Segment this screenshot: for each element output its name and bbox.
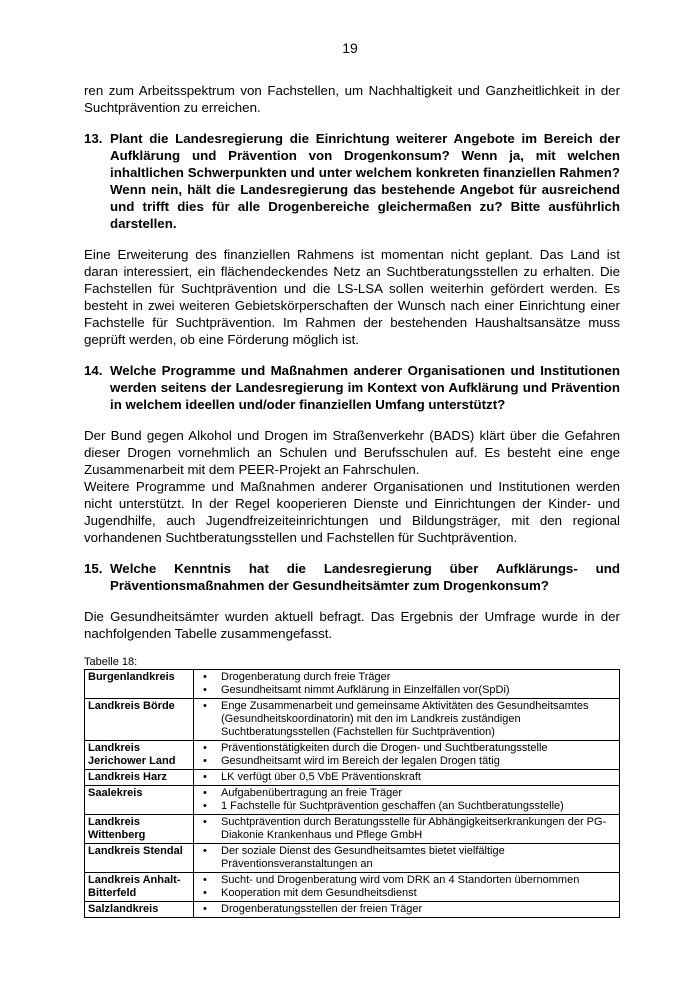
- table-row: [85, 902, 620, 918]
- measure-item: • Der soziale Dienst des Gesundheitsamtes bietet vielfältige Präventionsveranstaltungen an: [197, 845, 616, 871]
- question-15-text: Welche Kenntnis hat die Landesregierung über Aufklärungs- und Präventionsmaßnahmen der Gesundheitsämter zum Drogenkonsum?: [110, 561, 620, 593]
- table-caption: Tabelle 18:: [84, 656, 138, 668]
- district-name: Salzlandkreis: [85, 902, 194, 918]
- district-name: Burgenlandkreis: [85, 670, 194, 699]
- measures-cell: [194, 786, 620, 815]
- measures-list: [197, 787, 616, 813]
- measures-cell: [194, 902, 620, 918]
- table-row: [85, 815, 620, 844]
- district-name: Landkreis Jerichower Land: [85, 741, 194, 770]
- measure-item: • Suchtprävention durch Beratungsstelle für Abhängigkeitserkrankungen der PG-Diakonie Krankenhaus und Pflege GmbH: [197, 816, 616, 842]
- measures-cell: [194, 815, 620, 844]
- table-row: [85, 770, 620, 786]
- answer-14-part-1: Der Bund gegen Alkohol und Drogen im Straßenverkehr (BADS) klärt über die Gefahren dieser Drogen vornehmlich an Schulen und Berufsschulen auf. Es besteht eine enge Zusammenarbeit mit dem PEER-Projekt an Fahrschulen.: [84, 428, 620, 477]
- measure-item: • LK verfügt über 0,5 VbE Präventionskraft: [197, 771, 616, 784]
- measure-item: • Präventionstätigkeiten durch die Drogen- und Suchtberatungsstelle: [197, 742, 616, 755]
- measures-list: [197, 742, 616, 768]
- measure-item: • Enge Zusammenarbeit und gemeinsame Aktivitäten des Gesundheitsamtes (Gesundheitskoordinatorin) mit den im Landkreis zuständigen Suchtberatungsstellen (Fachstellen für Suchtprävention): [197, 700, 616, 739]
- question-14-text: Welche Programme und Maßnahmen anderer Organisationen und Institutionen werden seitens der Landesregierung im Kontext von Aufklärung und Prävention in welchem ideellen und/oder finanziellen Umfang unterstützt?: [110, 363, 620, 412]
- question-13: [84, 130, 620, 232]
- table-row: [85, 741, 620, 770]
- answer-15: Die Gesundheitsämter wurden aktuell befragt. Das Ergebnis der Umfrage wurde in der nachfolgenden Tabelle zusammengefasst.: [84, 609, 620, 641]
- page-number: 19: [342, 40, 358, 56]
- measure-item: • 1 Fachstelle für Suchtprävention geschaffen (an Suchtberatungsstelle): [197, 800, 616, 813]
- measure-item: • Gesundheitsamt nimmt Aufklärung in Einzelfällen vor(SpDi): [197, 684, 616, 697]
- measures-cell: [194, 770, 620, 786]
- table-row: [85, 844, 620, 873]
- district-name: Landkreis Anhalt-Bitterfeld: [85, 873, 194, 902]
- table-row: [85, 670, 620, 699]
- question-13-text: Plant die Landesregierung die Einrichtung weiterer Angebote im Bereich der Aufklärung und Prävention von Drogenkonsum? Wenn ja, mit welchen inhaltlichen Schwerpunkten und unter welchem konkreten finanziellen Rahmen? Wenn nein, hält die Landesregierung das bestehende Angebot für ausreichend und trifft dies für alle Drogenbereiche gleichermaßen zu? Bitte ausführlich darstellen.: [110, 131, 620, 231]
- district-name: Landkreis Börde: [85, 699, 194, 741]
- measure-item: • Gesundheitsamt wird im Bereich der legalen Drogen tätig: [197, 755, 616, 768]
- district-name: Landkreis Stendal: [85, 844, 194, 873]
- health-office-table: [84, 669, 620, 918]
- district-name: Landkreis Wittenberg: [85, 815, 194, 844]
- table-row: [85, 873, 620, 902]
- page-content: [84, 82, 620, 918]
- measures-list: [197, 816, 616, 842]
- measures-list: [197, 903, 616, 916]
- question-15-number: 15.: [84, 561, 103, 576]
- measures-list: [197, 700, 616, 739]
- measures-list: [197, 671, 616, 697]
- measures-list: [197, 771, 616, 784]
- district-name: Saalekreis: [85, 786, 194, 815]
- district-name: Landkreis Harz: [85, 770, 194, 786]
- measure-item: • Drogenberatung durch freie Träger: [197, 671, 616, 684]
- measures-cell: [194, 873, 620, 902]
- measures-list: [197, 874, 616, 900]
- answer-14-part-2: Weitere Programme und Maßnahmen anderer Organisationen und Institutionen werden nicht unterstützt. In der Regel kooperieren Dienste und Einrichtungen der Kinder- und Jugendhilfe, auch Jugendfreizeiteinrichtungen und Bildungsträger, mit den regional vorhandenen Suchtberatungsstellen und Fachstellen für Suchtprävention.: [84, 479, 620, 545]
- measures-cell: [194, 699, 620, 741]
- measures-cell: [194, 670, 620, 699]
- table-row: [85, 786, 620, 815]
- table-row: [85, 699, 620, 741]
- measure-item: • Drogenberatungsstellen der freien Träger: [197, 903, 616, 916]
- question-13-number: 13.: [84, 131, 103, 146]
- measure-item: • Sucht- und Drogenberatung wird vom DRK an 4 Standorten übernommen: [197, 874, 616, 887]
- question-15: [84, 560, 620, 594]
- measure-item: • Aufgabenübertragung an freie Träger: [197, 787, 616, 800]
- intro-paragraph: ren zum Arbeitsspektrum von Fachstellen, um Nachhaltigkeit und Ganzheitlichkeit in der Suchtprävention zu erreichen.: [84, 83, 620, 115]
- answer-13: Eine Erweiterung des finanziellen Rahmens ist momentan nicht geplant. Das Land ist daran interessiert, ein flächendeckendes Netz an Suchtberatungsstellen zu erhalten. Die Fachstellen für Suchtprävention und die LS-LSA sollen weiterhin gefördert werden. Es besteht in zwei weiteren Gebietskörperschaften der Wunsch nach einer Einrichtung einer Fachstelle für Suchtprävention. Im Rahmen der bestehenden Haushaltsansätze muss geprüft werden, ob eine Förderung möglich ist.: [84, 247, 620, 347]
- measures-list: [197, 845, 616, 871]
- measures-cell: [194, 844, 620, 873]
- measures-cell: [194, 741, 620, 770]
- question-14-number: 14.: [84, 363, 103, 378]
- measure-item: • Kooperation mit dem Gesundheitsdienst: [197, 887, 616, 900]
- question-14: [84, 362, 620, 413]
